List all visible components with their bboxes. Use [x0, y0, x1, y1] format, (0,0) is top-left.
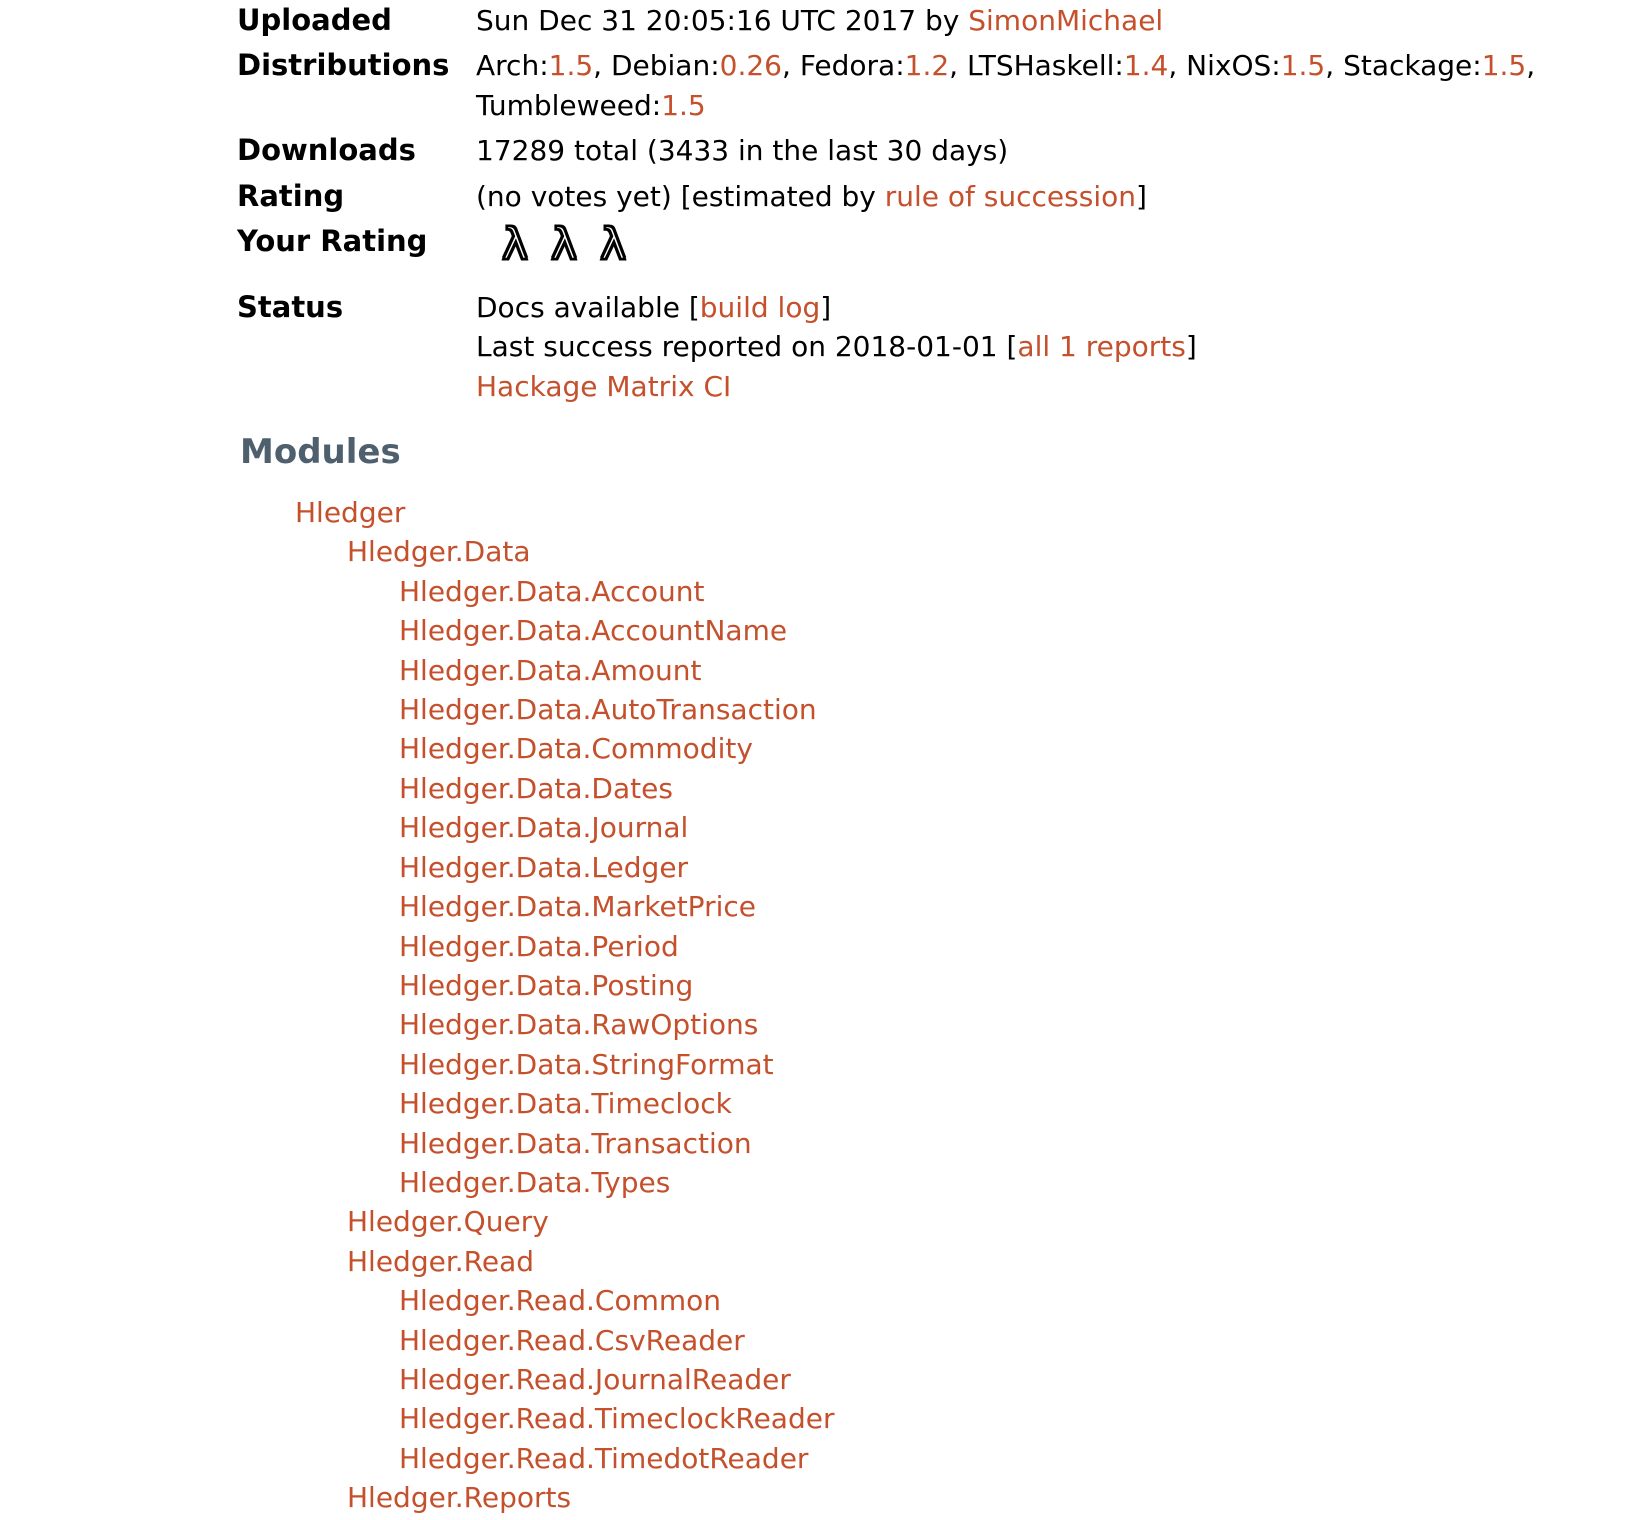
module-link[interactable]: Hledger.Data [347, 535, 531, 569]
module-link[interactable]: Hledger.Data.Commodity [399, 732, 753, 766]
status-value [476, 288, 1536, 412]
module-list-item [0, 1124, 1639, 1163]
module-link[interactable]: Hledger.Data.Journal [399, 811, 689, 845]
module-list-item [0, 1045, 1639, 1084]
prop-row-rating [237, 177, 1536, 222]
module-list-item [0, 651, 1639, 690]
distribution-name: Stackage: [1343, 49, 1482, 83]
module-link[interactable]: Hledger.Data.Transaction [399, 1126, 752, 1160]
module-list-item [0, 611, 1639, 650]
status-line-matrix [476, 367, 1536, 406]
distribution-version-link[interactable]: 1.2 [904, 49, 950, 83]
module-link[interactable]: Hledger.Data.Period [399, 929, 679, 963]
module-link[interactable]: Hledger.Read [347, 1244, 535, 1278]
module-list-item [0, 1360, 1639, 1399]
module-link[interactable]: Hledger.Data.RawOptions [399, 1008, 759, 1042]
module-list-item [0, 1399, 1639, 1438]
status-docs-prefix: Docs available [ [476, 291, 700, 325]
module-list-item [0, 1281, 1639, 1320]
build-log-link[interactable]: build log [699, 291, 821, 325]
status-success-prefix: Last success reported on 2018-01-01 [ [476, 330, 1018, 364]
module-link[interactable]: Hledger [295, 496, 406, 530]
module-link[interactable]: Hledger.Data.MarketPrice [399, 890, 756, 924]
module-list-item [0, 769, 1639, 808]
hackage-matrix-ci-link[interactable]: Hackage Matrix CI [476, 369, 732, 403]
distribution-name: Tumbleweed: [476, 88, 662, 122]
distribution-name: Debian: [610, 49, 720, 83]
status-line-success [476, 327, 1536, 366]
rating-lambda-group [476, 220, 649, 280]
module-list-item [0, 1202, 1639, 1241]
module-link[interactable]: Hledger.Data.Types [399, 1165, 671, 1199]
distribution-name: Arch: [476, 49, 549, 83]
module-link[interactable]: Hledger.Read.Common [399, 1284, 722, 1318]
module-list-item [0, 808, 1639, 847]
rating-suffix: ] [1135, 179, 1147, 213]
lambda-rating-icon[interactable]: λ [551, 219, 578, 271]
distributions-value [476, 46, 1536, 131]
module-list [0, 493, 1639, 1518]
module-link[interactable]: Hledger.Query [347, 1205, 549, 1239]
module-link[interactable]: Hledger.Read.CsvReader [399, 1323, 745, 1357]
status-line-docs [476, 288, 1536, 327]
module-link[interactable]: Hledger.Data.Dates [399, 771, 673, 805]
rule-of-succession-link[interactable]: rule of succession [884, 179, 1136, 213]
module-link[interactable]: Hledger.Data.AccountName [399, 614, 788, 648]
lambda-rating-icon[interactable]: λ [600, 219, 627, 271]
distribution-name: NixOS: [1186, 49, 1281, 83]
module-link[interactable]: Hledger.Data.Amount [399, 653, 702, 687]
distribution-name: Fedora: [799, 49, 905, 83]
rating-label: Rating [237, 178, 345, 213]
distribution-version-link[interactable]: 1.5 [1280, 49, 1326, 83]
distributions-line: Arch:1.5, Debian:0.26, Fedora:1.2, LTSHaskell:1.4, NixOS:1.5, Stackage:1.5, [476, 49, 1536, 83]
rating-value [476, 177, 1536, 222]
distributions-line [476, 86, 1536, 125]
prop-row-uploaded [237, 1, 1536, 46]
modules-heading: Modules [240, 432, 401, 473]
module-list-item [0, 1439, 1639, 1478]
rating-prefix: (no votes yet) [estimated by [476, 179, 885, 213]
module-link[interactable]: Hledger.Data.Posting [399, 968, 694, 1002]
downloads-value: 17289 total (3433 in the last 30 days) [476, 134, 1009, 168]
prop-row-status [237, 288, 1536, 412]
your-rating-label: Your Rating [237, 224, 428, 259]
uploader-link[interactable]: SimonMichael [968, 4, 1164, 37]
package-page [0, 1, 1639, 1518]
distribution-version-link[interactable]: 1.5 [661, 88, 706, 122]
module-list-item [0, 1478, 1639, 1517]
module-list-item [0, 1005, 1639, 1044]
distribution-version-link[interactable]: 0.26 [719, 49, 782, 83]
module-list-item [0, 729, 1639, 768]
module-link[interactable]: Hledger.Read.TimeclockReader [399, 1402, 835, 1436]
your-rating-value [476, 219, 1536, 288]
module-link[interactable]: Hledger.Data.AutoTransaction [399, 693, 817, 727]
module-link[interactable]: Hledger.Read.TimedotReader [399, 1441, 809, 1475]
module-link[interactable]: Hledger.Reports [347, 1481, 572, 1515]
module-list-item [0, 1163, 1639, 1202]
module-list-item [0, 690, 1639, 729]
uploaded-value [476, 1, 1536, 46]
module-link[interactable]: Hledger.Data.Ledger [399, 850, 689, 884]
prop-row-distributions [237, 46, 1536, 131]
status-label: Status [237, 290, 344, 325]
module-list-item [0, 572, 1639, 611]
distributions-label: Distributions [237, 48, 450, 83]
prop-row-downloads [237, 131, 1536, 176]
properties-table [237, 1, 1536, 412]
module-list-item [0, 493, 1639, 532]
downloads-label: Downloads [237, 133, 416, 168]
status-docs-suffix: ] [820, 291, 832, 325]
module-list-item [0, 1084, 1639, 1123]
module-link[interactable]: Hledger.Data.Timeclock [399, 1087, 732, 1121]
distribution-version-link[interactable]: 1.4 [1123, 49, 1169, 83]
module-list-item [0, 532, 1639, 571]
distribution-version-link[interactable]: 1.5 [548, 49, 594, 83]
module-list-item [0, 927, 1639, 966]
module-list-item [0, 1321, 1639, 1360]
module-list-item [0, 966, 1639, 1005]
lambda-rating-icon[interactable]: λ [502, 219, 529, 271]
module-list-item [0, 887, 1639, 926]
module-list-item [0, 848, 1639, 887]
module-link[interactable]: Hledger.Read.JournalReader [399, 1362, 791, 1396]
uploaded-text: Sun Dec 31 20:05:16 UTC 2017 by [476, 4, 969, 37]
distribution-version-link[interactable]: 1.5 [1481, 49, 1527, 83]
module-link[interactable]: Hledger.Data.StringFormat [399, 1047, 774, 1081]
status-success-suffix: ] [1185, 330, 1197, 364]
prop-row-your-rating [237, 222, 1536, 288]
module-list-item [0, 1242, 1639, 1281]
module-link[interactable]: Hledger.Data.Account [399, 574, 705, 608]
distribution-name: LTSHaskell: [966, 49, 1124, 83]
uploaded-label: Uploaded [237, 3, 392, 37]
all-reports-link[interactable]: all 1 reports [1017, 330, 1186, 364]
